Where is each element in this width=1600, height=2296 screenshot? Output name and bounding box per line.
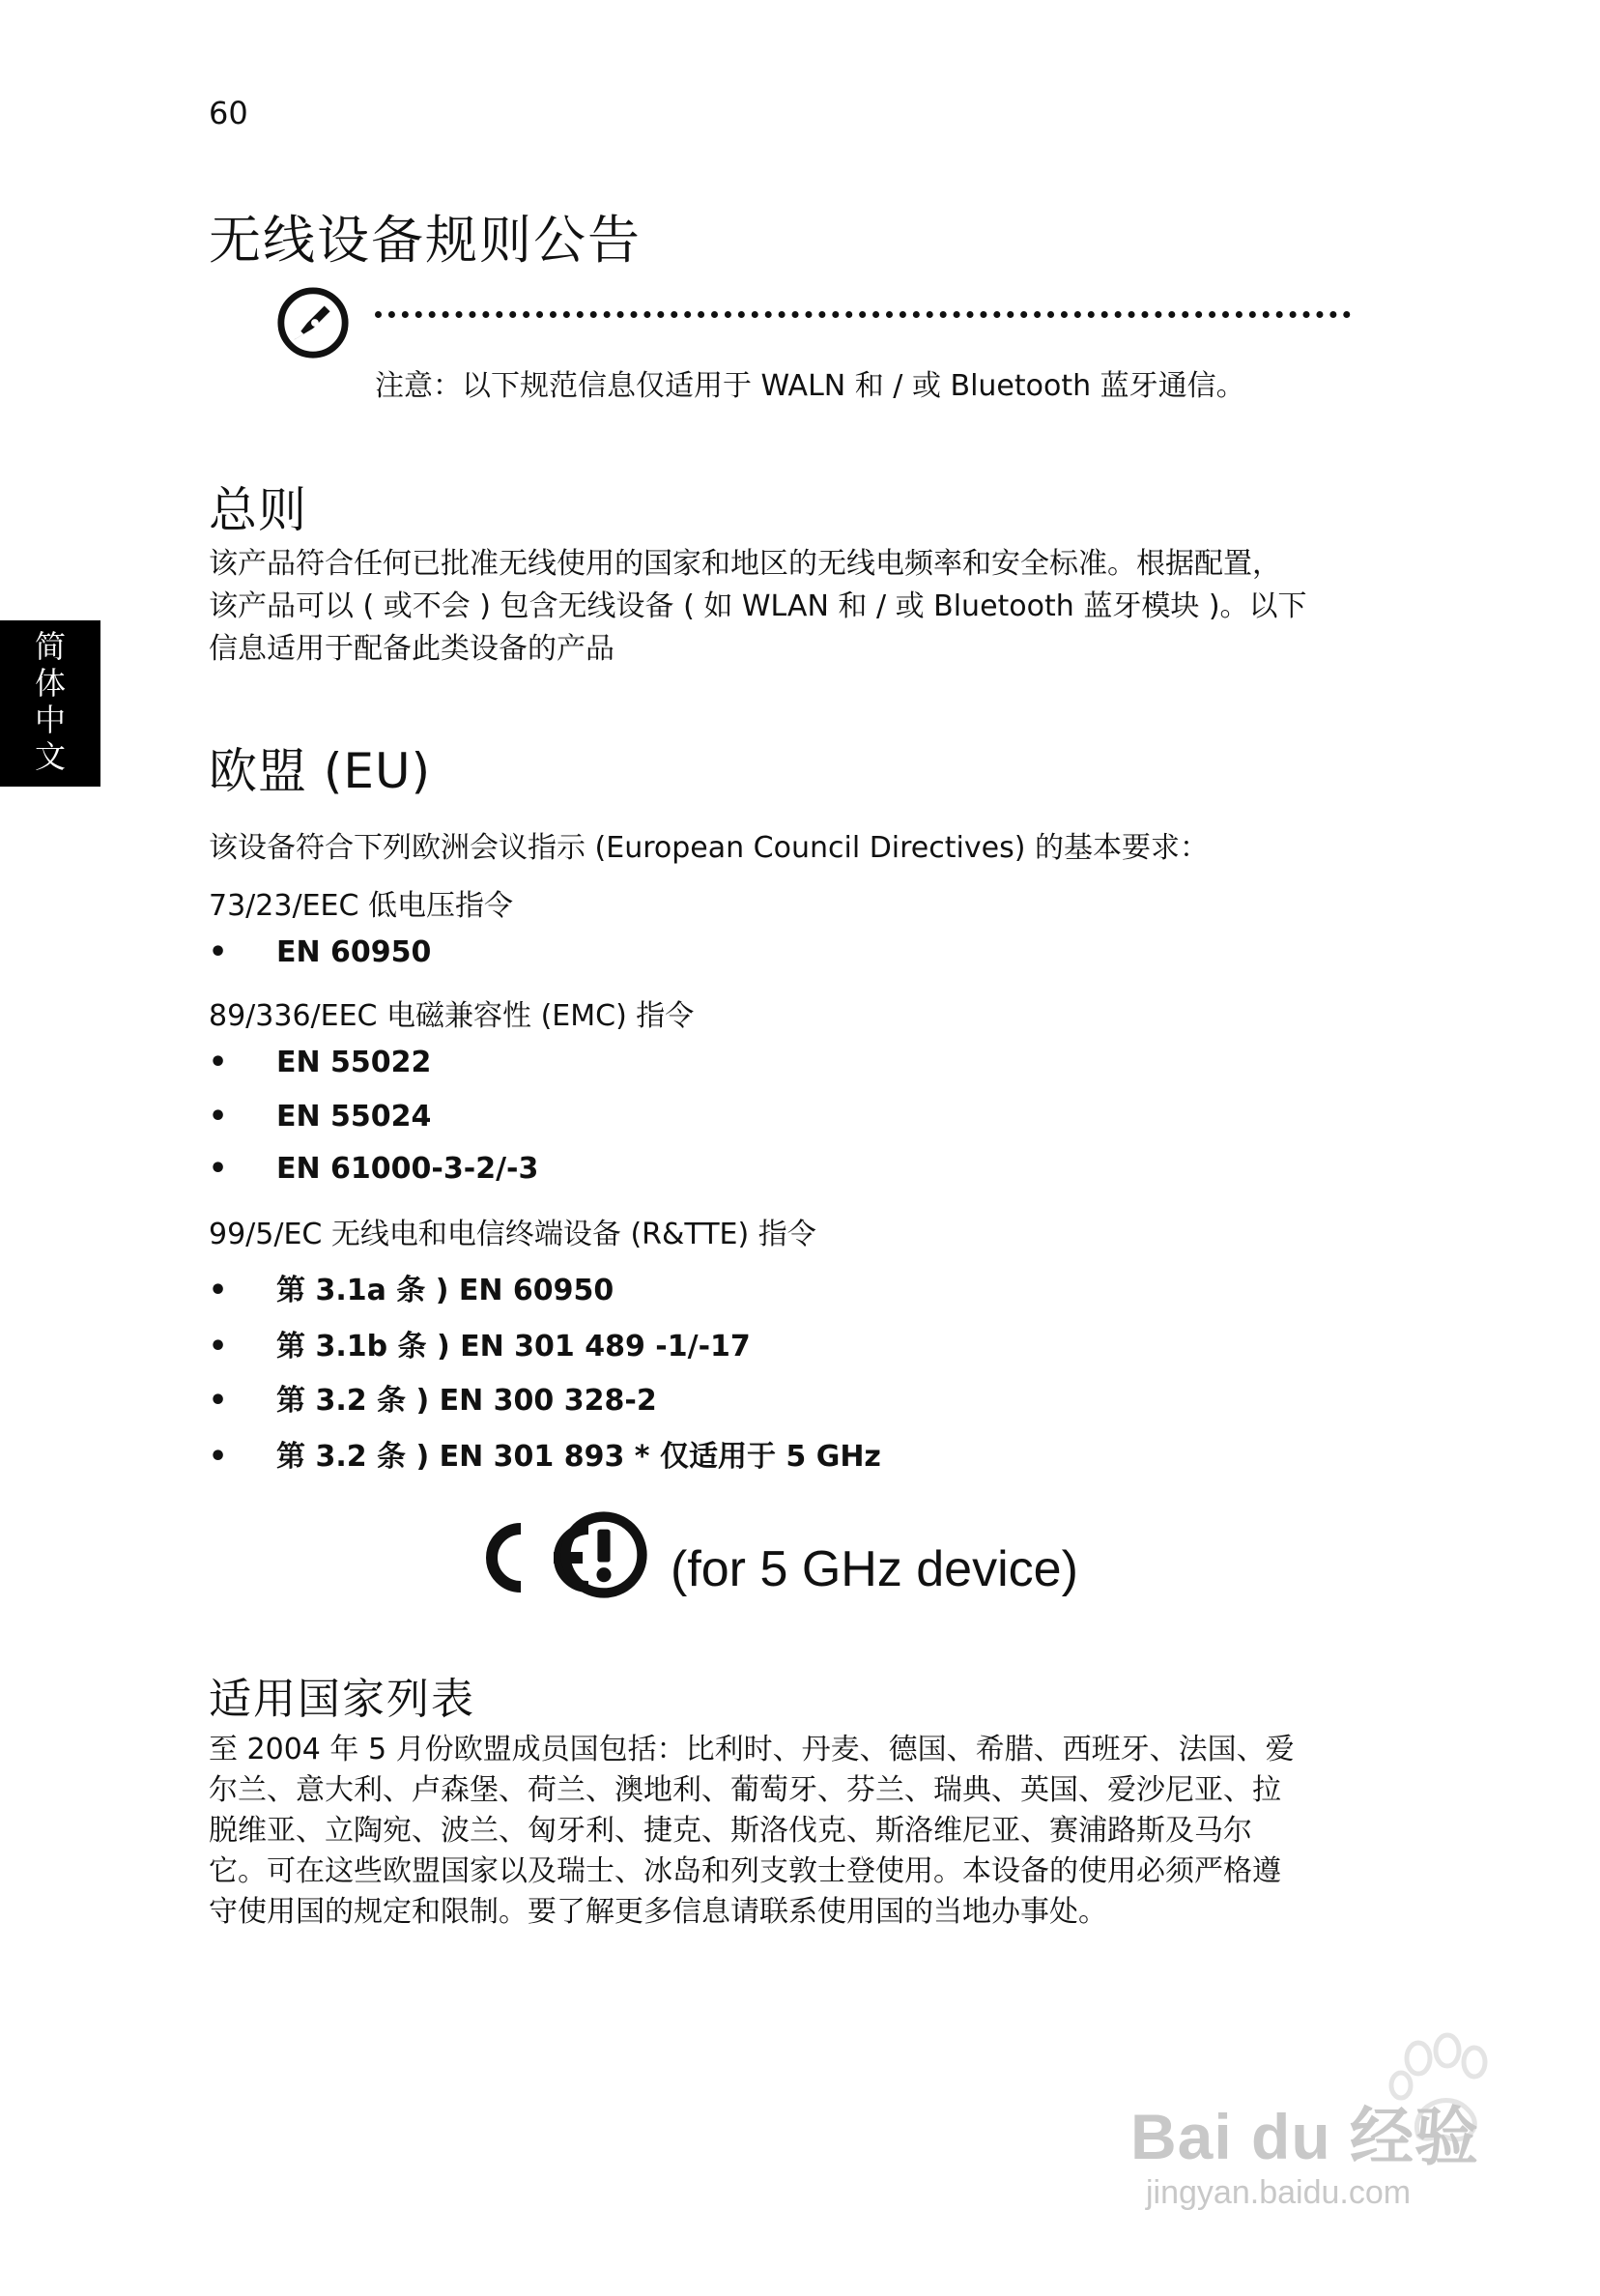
- directive-emc: 89/336/EEC 电磁兼容性 (EMC) 指令: [209, 999, 695, 1033]
- bullet: •: [209, 1046, 228, 1079]
- ce-caption: (for 5 GHz device): [671, 1541, 1078, 1597]
- eu-intro: 该设备符合下列欧洲会议指示 (European Council Directives) 的基本要求：: [209, 831, 1209, 865]
- standard-list-item: [209, 1322, 751, 1364]
- side-tab-char: 文: [34, 738, 66, 775]
- paragraph-line: 至 2004 年 5 月份欧盟成员国包括：比利时、丹麦、德国、希腊、西班牙、法国、爱: [209, 1733, 1295, 1766]
- paragraph-line: 脱维亚、立陶宛、波兰、匈牙利、捷克、斯洛伐克、斯洛维尼亚、赛浦路斯及马尔: [209, 1814, 1252, 1848]
- standard-label: 第 3.1a 条 ) EN 60950: [276, 1274, 614, 1307]
- standard-label: 第 3.2 条 ) EN 300 328-2: [276, 1384, 657, 1418]
- standard-label: EN 60950: [276, 935, 432, 969]
- standard-label: 第 3.2 条 ) EN 301 893 * 仅适用于 5 GHz: [276, 1440, 881, 1474]
- note-divider: [375, 311, 1351, 318]
- paragraph-line: 信息适用于配备此类设备的产品: [209, 632, 614, 666]
- directive-low-voltage: 73/23/EEC 低电压指令: [209, 889, 513, 923]
- standard-label: EN 61000-3-2/-3: [276, 1152, 539, 1186]
- note-text: 注意：以下规范信息仅适用于 WALN 和 / 或 Bluetooth 蓝牙通信。: [375, 369, 1245, 403]
- page-title: 无线设备规则公告: [209, 210, 642, 271]
- paragraph-line: 该产品可以 ( 或不会 ) 包含无线设备 ( 如 WLAN 和 / 或 Bluetooth 蓝牙模块 )。以下: [209, 589, 1307, 623]
- directive-rtte: 99/5/EC 无线电和电信终端设备 (R&TTE) 指令: [209, 1218, 816, 1251]
- bullet: •: [209, 1384, 228, 1418]
- note-pen-icon: [275, 285, 351, 360]
- bullet: •: [209, 935, 228, 969]
- alert-class2-icon: [558, 1509, 649, 1600]
- standard-list-item: [209, 1432, 881, 1475]
- watermark-url: jingyan.baidu.com: [1146, 2174, 1412, 2211]
- bullet: •: [209, 1440, 228, 1474]
- paragraph-line: 该产品符合任何已批准无线使用的国家和地区的无线电频率和安全标准。根据配置，: [209, 547, 1281, 581]
- section-heading-general: 总则: [209, 482, 307, 538]
- section-heading-countries: 适用国家列表: [209, 1675, 475, 1724]
- bullet: •: [209, 1330, 228, 1363]
- bullet: •: [209, 1152, 228, 1186]
- countries-paragraph: [209, 1730, 1358, 1933]
- watermark-brand: Bai du 经验: [1130, 2101, 1480, 2172]
- standard-list-item: [209, 1046, 431, 1079]
- bullet: •: [209, 1100, 228, 1134]
- paragraph-line: 守使用国的规定和限制。要了解更多信息请联系使用国的当地办事处。: [209, 1895, 1107, 1929]
- standard-list-item: [209, 1376, 657, 1419]
- standard-label: EN 55022: [276, 1046, 432, 1079]
- paragraph-line: 它。可在这些欧盟国家以及瑞士、冰岛和列支敦士登使用。本设备的使用必须严格遵: [209, 1854, 1281, 1888]
- standard-list-item: [209, 1152, 538, 1186]
- side-tab-char: 体: [34, 665, 66, 702]
- bullet: •: [209, 1274, 228, 1307]
- standard-label: 第 3.1b 条 ) EN 301 489 -1/-17: [276, 1330, 751, 1363]
- standard-list-item: [209, 935, 431, 969]
- standard-list-item: [209, 1266, 614, 1308]
- section-heading-eu: 欧盟 (EU): [209, 743, 432, 799]
- paragraph-line: 尔兰、意大利、卢森堡、荷兰、澳地利、葡萄牙、芬兰、瑞典、英国、爱沙尼亚、拉: [209, 1773, 1281, 1807]
- side-tab-char: 简: [34, 628, 66, 665]
- side-tab-char: 中: [34, 702, 66, 738]
- page-number: 60: [209, 95, 248, 131]
- standard-list-item: [209, 1100, 431, 1134]
- language-side-tab: [0, 620, 100, 787]
- general-paragraph: [209, 543, 1358, 671]
- standard-label: EN 55024: [276, 1100, 432, 1134]
